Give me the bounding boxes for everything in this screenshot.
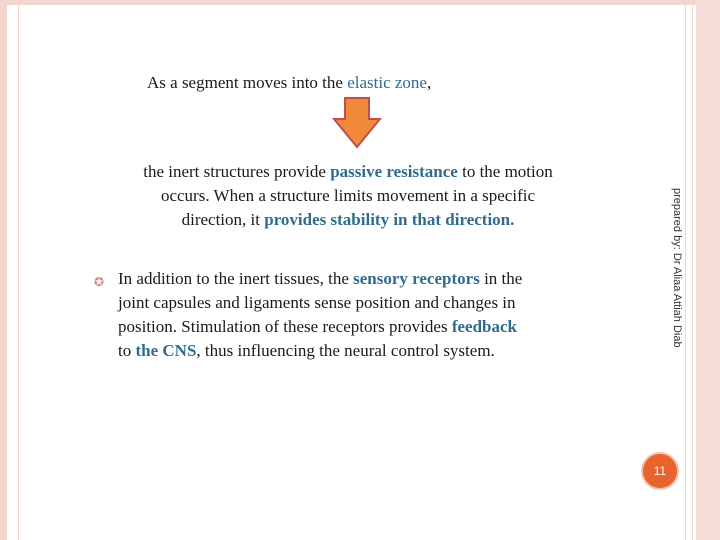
paragraph2-line: position. Stimulation of these receptors provides feedback [118, 317, 517, 336]
passive-resistance-highlight: passive resistance [330, 162, 458, 181]
frame-left-line [18, 0, 19, 540]
paragraph2-line: In addition to the inert tissues, the sensory receptors in the [118, 269, 523, 288]
sensory-receptors-highlight: sensory receptors [353, 269, 480, 288]
frame-right-line [685, 0, 686, 540]
paragraph-passive-resistance [98, 160, 598, 232]
paragraph1-line: the inert structures provide passive resistance to the motion [143, 162, 553, 181]
paragraph2-line: to the CNS, thus influencing the neural control system. [118, 341, 495, 360]
down-arrow-icon [332, 97, 382, 149]
frame-right-inner-line [692, 0, 693, 540]
feedback-highlight: feedback [451, 317, 517, 336]
intro-text: As a segment moves into the [147, 73, 348, 92]
intro-punctuation: , [426, 73, 432, 92]
frame-right-border [696, 0, 720, 540]
author-credit: prepared by: Dr Aliaa Attiah Diab [671, 188, 683, 348]
stability-highlight: provides stability in that direction. [264, 210, 515, 229]
paragraph2-line: joint capsules and ligaments sense position and changes in [118, 293, 516, 312]
intro-line [147, 72, 647, 94]
frame-top-border [0, 0, 720, 5]
cns-highlight: the CNS [135, 341, 197, 360]
paragraph1-line: occurs. When a structure limits movement in a specific [160, 186, 536, 205]
bullet-icon: ✪ [94, 275, 105, 289]
intro-highlight: elastic zone [347, 73, 427, 92]
page-number-badge: 11 [641, 452, 679, 490]
paragraph-sensory-receptors [118, 267, 598, 363]
frame-left-border [0, 0, 7, 540]
paragraph1-line: direction, it provides stability in that direction. [181, 210, 515, 229]
